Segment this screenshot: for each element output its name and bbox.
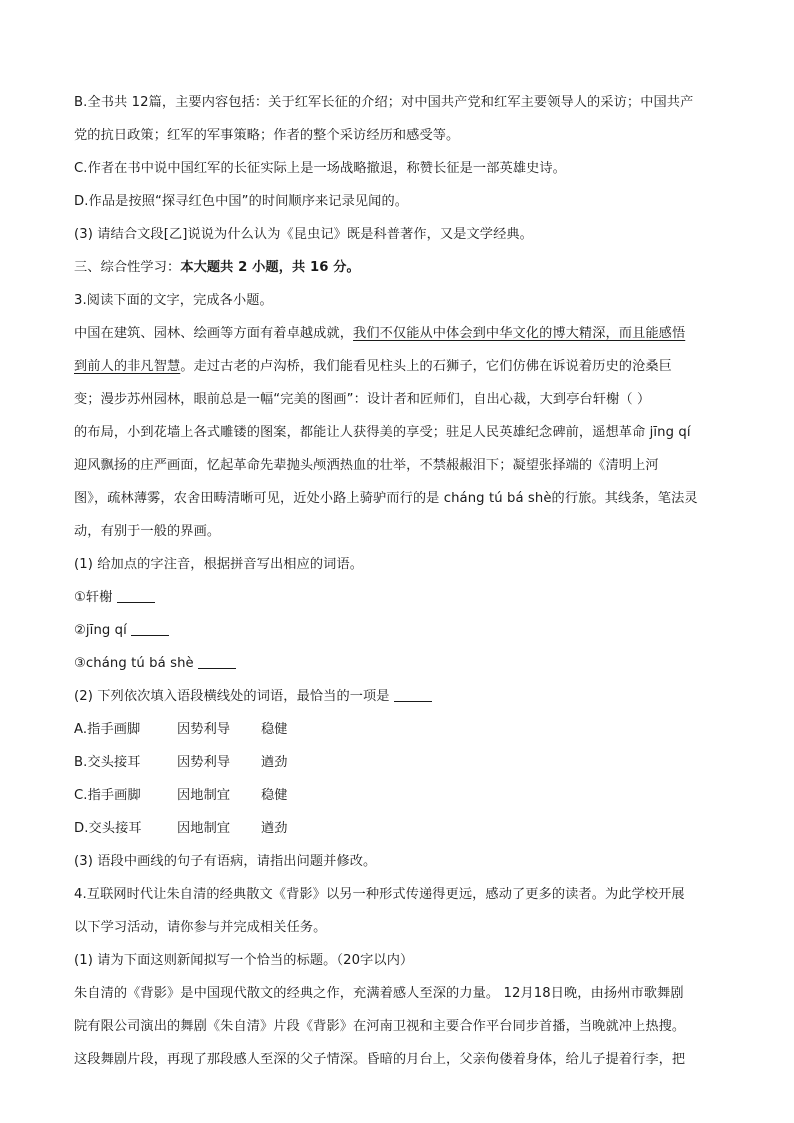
sub-question-3: (3) 请结合文段[乙]说说为什么认为《昆虫记》既是科普著作，又是文学经典。 — [74, 227, 533, 242]
choice-word-1: C.指手画脚 — [74, 788, 141, 803]
question-3-stem: 3.阅读下面的文字，完成各小题。 — [74, 293, 273, 308]
question-4-stem-line-2: 以下学习活动，请你参与并完成相关任务。 — [74, 920, 327, 935]
choice-word-3: 稳健 — [261, 788, 288, 803]
passage-line-6: 图》，疏林薄雾，农舍田畴清晰可见，近处小路上骑驴而行的是 cháng tú bá shè的行旅。其线条，笔法灵 — [74, 491, 698, 506]
option-b-line-2: 党的抗日政策；红军的军事策略；作者的整个采访经历和感受等。 — [74, 128, 460, 143]
choice-a — [74, 719, 726, 741]
underlined-sentence-part-2: 到前人的非凡智慧 — [74, 359, 181, 374]
passage-line-4: 的布局，小到花墙上各式雕镂的图案，都能让人获得美的享受；驻足人民英雄纪念碑前，遥想革命 jīng qí — [74, 425, 691, 440]
answer-item-3 — [74, 653, 726, 675]
passage-line-7: 动，有别于一般的界画。 — [74, 524, 221, 539]
answer-blank[interactable] — [394, 687, 432, 702]
answer-blank[interactable] — [131, 621, 169, 636]
passage-line-3: 变；漫步苏州园林，眼前总是一幅“完美的图画”：设计者和匠师们，自出心裁，大到亭台轩榭（ ） — [74, 392, 651, 407]
choice-word-1: D.交头接耳 — [74, 821, 142, 836]
choice-d — [74, 818, 726, 840]
passage-line-2 — [74, 356, 726, 378]
choice-word-1: B.交头接耳 — [74, 755, 141, 770]
q3-sub-question-3: (3) 语段中画线的句子有语病，请指出问题并修改。 — [74, 854, 377, 869]
q4-sub-question-1: (1) 请为下面这则新闻拟写一个恰当的标题。（20字以内） — [74, 953, 414, 968]
choice-word-2: 因势利导 — [177, 755, 231, 770]
underlined-sentence-part-1: 我们不仅能从中体会到中华文化的博大精深，而且能感悟 — [353, 326, 686, 341]
news-line-3: 这段舞剧片段，再现了那段感人至深的父子情深。昏暗的月台上，父亲佝偻着身体，给儿子提着行李，把 — [74, 1052, 686, 1067]
option-d: D.作品是按照“探寻红色中国”的时间顺序来记录见闻的。 — [74, 194, 409, 209]
option-c: C.作者在书中说中国红军的长征实际上是一场战略撤退，称赞长征是一部英雄史诗。 — [74, 161, 566, 176]
item-label: (2) 下列依次填入语段横线处的词语，最恰当的一项是 — [74, 689, 390, 704]
choice-b — [74, 752, 726, 774]
news-line-1: 朱自清的《背影》是中国现代散文的经典之作，充满着感人至深的力量。 12月18日晚，由扬州市歌舞剧 — [74, 986, 684, 1001]
passage-line-5: 迎风飘扬的庄严画面，忆起革命先辈抛头颅洒热血的壮举，不禁赧赧泪下；凝望张择端的《清明上河 — [74, 458, 659, 473]
q3-sub-question-2 — [74, 686, 726, 708]
passage-text: 。走过古老的卢沟桥，我们能看见柱头上的石狮子，它们仿佛在诉说着历史的沧桑巨 — [180, 359, 672, 374]
choice-word-2: 因势利导 — [177, 722, 231, 737]
passage-line-1 — [74, 323, 726, 345]
answer-blank[interactable] — [198, 654, 236, 669]
choice-word-3: 遒劲 — [261, 821, 288, 836]
item-label: ③cháng tú bá shè — [74, 656, 194, 671]
choice-word-3: 稳健 — [261, 722, 288, 737]
choice-c — [74, 785, 726, 807]
question-4-stem-line-1: 4.互联网时代让朱自清的经典散文《背影》以另一种形式传递得更远，感动了更多的读者。为此学校开展 — [74, 887, 685, 902]
answer-item-2 — [74, 620, 726, 642]
news-line-2: 院有限公司演出的舞剧《朱自清》片段《背影》在河南卫视和主要合作平台同步首播，当晚就冲上热搜。 — [74, 1019, 686, 1034]
choice-word-3: 遒劲 — [261, 755, 288, 770]
section-heading — [74, 257, 726, 279]
choice-word-2: 因地制宜 — [177, 788, 231, 803]
q3-sub-question-1: (1) 给加点的字注音，根据拼音写出相应的词语。 — [74, 557, 364, 572]
section-score: 本大题共 2 小题，共 16 分。 — [180, 260, 360, 275]
choice-word-1: A.指手画脚 — [74, 722, 141, 737]
answer-item-1 — [74, 587, 726, 609]
choice-word-2: 因地制宜 — [177, 821, 231, 836]
section-prefix: 三、综合性学习： — [74, 260, 181, 275]
item-label: ①轩榭 — [74, 590, 113, 605]
option-b-line-1: B.全书共 12篇，主要内容包括：关于红军长征的介绍；对中国共产党和红军主要领导人的采访；中国共产 — [74, 95, 694, 110]
answer-blank[interactable] — [117, 588, 155, 603]
item-label: ②jīng qí — [74, 623, 127, 638]
document-page — [74, 92, 726, 1071]
passage-text: 中国在建筑、园林、绘画等方面有着卓越成就， — [74, 326, 354, 341]
